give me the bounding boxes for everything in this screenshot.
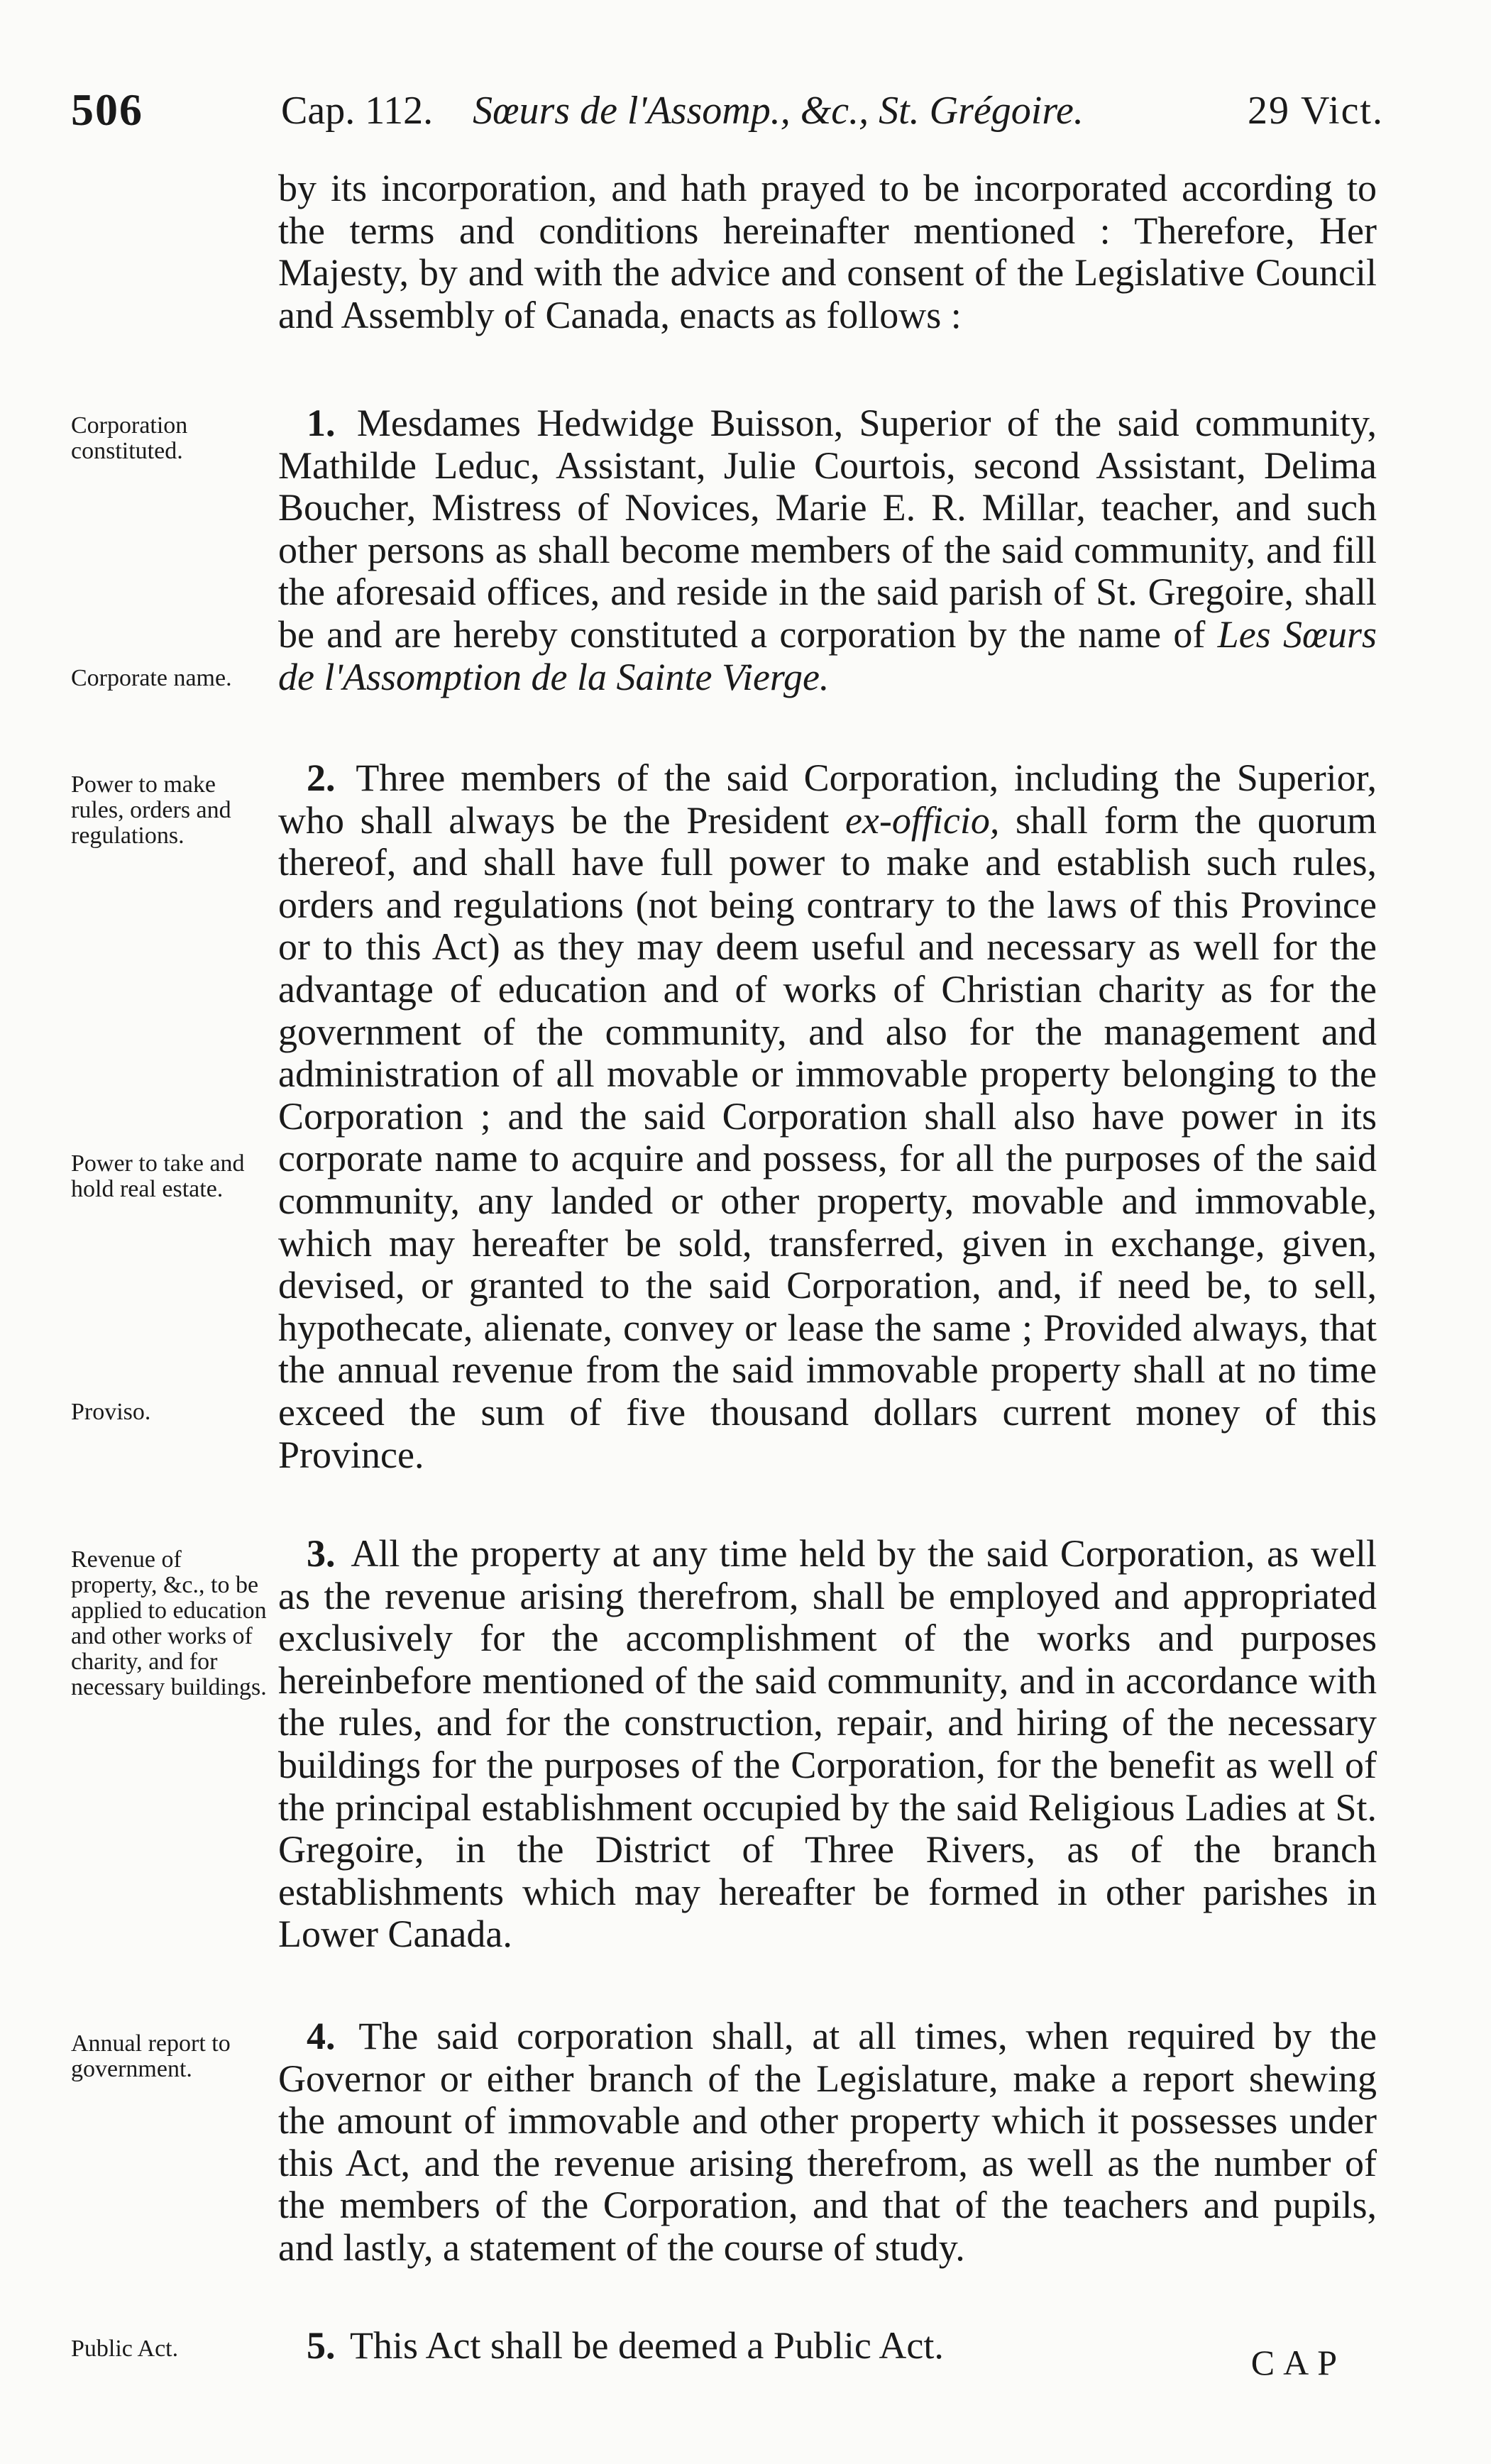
running-head: [281, 88, 1084, 133]
section-3: [278, 1533, 1377, 1956]
margin-note-power-to-hold-estate: Power to take and hold real estate.: [71, 1150, 245, 1202]
ex-officio: ex-officio,: [844, 798, 1000, 842]
section-number: 5.: [307, 2324, 336, 2367]
section-number: 3.: [307, 1532, 336, 1575]
act-short-title: Sœurs de l'Assomp., &c., St. Grégoire.: [473, 89, 1084, 133]
section-text: Mesdames Hedwidge Buisson, Superior of the said community, Mathilde Leduc, Assistant, Julie Courtois, second Assistant, Delima Boucher, Mistress of Novices, Marie E. R. Millar, teacher, and such other persons as shall become members of the said community, and fill the aforesaid offices, and reside in the said parish of St. Gregoire, shall be and are hereby constituted a corporation by the name of: [278, 402, 1377, 656]
chapter-number: Cap. 112.: [281, 89, 434, 133]
section-5: [278, 2325, 1377, 2367]
margin-note-proviso: Proviso.: [71, 1399, 151, 1425]
section-text: All the property at any time held by the said Corporation, as well as the revenue arising therefrom, shall be employed and appropriated exclusively for the accomplishment of the works and purposes hereinbefore mentioned of the said community, and in accordance with the rules, and for the construction, repair, and hiring of the necessary buildings for the purposes of the Corporation, for the benefit as well of the principal establishment occupied by the said Religious Ladies at St. Gregoire, in the District of Three Rivers, as of the branch establishments which may hereafter be formed in other parishes in Lower Canada.: [278, 1532, 1377, 1956]
preamble: [278, 167, 1377, 336]
section-1: [278, 402, 1377, 698]
section-text: This Act shall be deemed a Public Act.: [350, 2324, 944, 2367]
corporate-name: Les Sœurs de l'Assomption de la Sainte Vierge.: [278, 612, 1377, 698]
section-text: The said corporation shall, at all times, when required by the Governor or either branch of the Legislature, make a report shewing the amount of immovable and other property which it possesses under this Act, and the revenue arising therefrom, as well as the number of the members of the Corporation, and that of the teachers and pupils, and lastly, a statement of the course of study.: [278, 2015, 1377, 2269]
section-2: [278, 757, 1377, 1476]
section-text: Three members of the said Corporation, including the Superior, who shall always be the President: [278, 757, 1377, 842]
preamble-text: by its incorporation, and hath prayed to be incorporated according to the terms and conditions hereinafter mentioned : Therefore, Her Majesty, by and with the advice and consent of the Legislative Council and Assembly of Canada, enacts as follows :: [278, 167, 1377, 336]
catchword: CAP: [1250, 2343, 1346, 2382]
margin-note-corporation-constituted: Corporation constituted.: [71, 412, 188, 464]
running-header: [71, 84, 1384, 148]
margin-note-revenue-application: Revenue of property, &c., to be applied to education and other works of charity, and for necessary buildings.: [71, 1546, 267, 1700]
margin-note-public-act: Public Act.: [71, 2336, 179, 2362]
page-number: 506: [71, 84, 143, 135]
margin-note-power-to-make-rules: Power to make rules, orders and regulations.: [71, 771, 231, 849]
section-number: 1.: [307, 402, 336, 444]
margin-note-corporate-name: Corporate name.: [71, 665, 232, 691]
section-4: [278, 2015, 1377, 2270]
margin-note-annual-report: Annual report to government.: [71, 2030, 231, 2082]
regnal-year: 29 Vict.: [1247, 89, 1384, 133]
section-number: 4.: [307, 2015, 336, 2057]
section-number: 2.: [307, 757, 336, 799]
section-text-continued: shall form the quorum thereof, and shall have full power to make and establish such rules, orders and regulations (not being contrary to the laws of this Province or to this Act) as they may deem useful and necessary as well for the advantage of education and of works of Christian charity as for the government of the community, and also for the management and administration of all movable or immovable property belonging to the Corporation ; and the said Corporation shall also have power in its corporate name to acquire and possess, for all the purposes of the said community, any landed or other property, movable and immovable, which may hereafter be sold, transferred, given in exchange, given, devised, or granted to the said Corporation, and, if need be, to sell, hypothecate, alienate, convey or lease the same ; Provided always, that the annual revenue from the said immovable property shall at no time exceed the sum of five thousand dollars current money of this Province.: [278, 798, 1377, 1476]
